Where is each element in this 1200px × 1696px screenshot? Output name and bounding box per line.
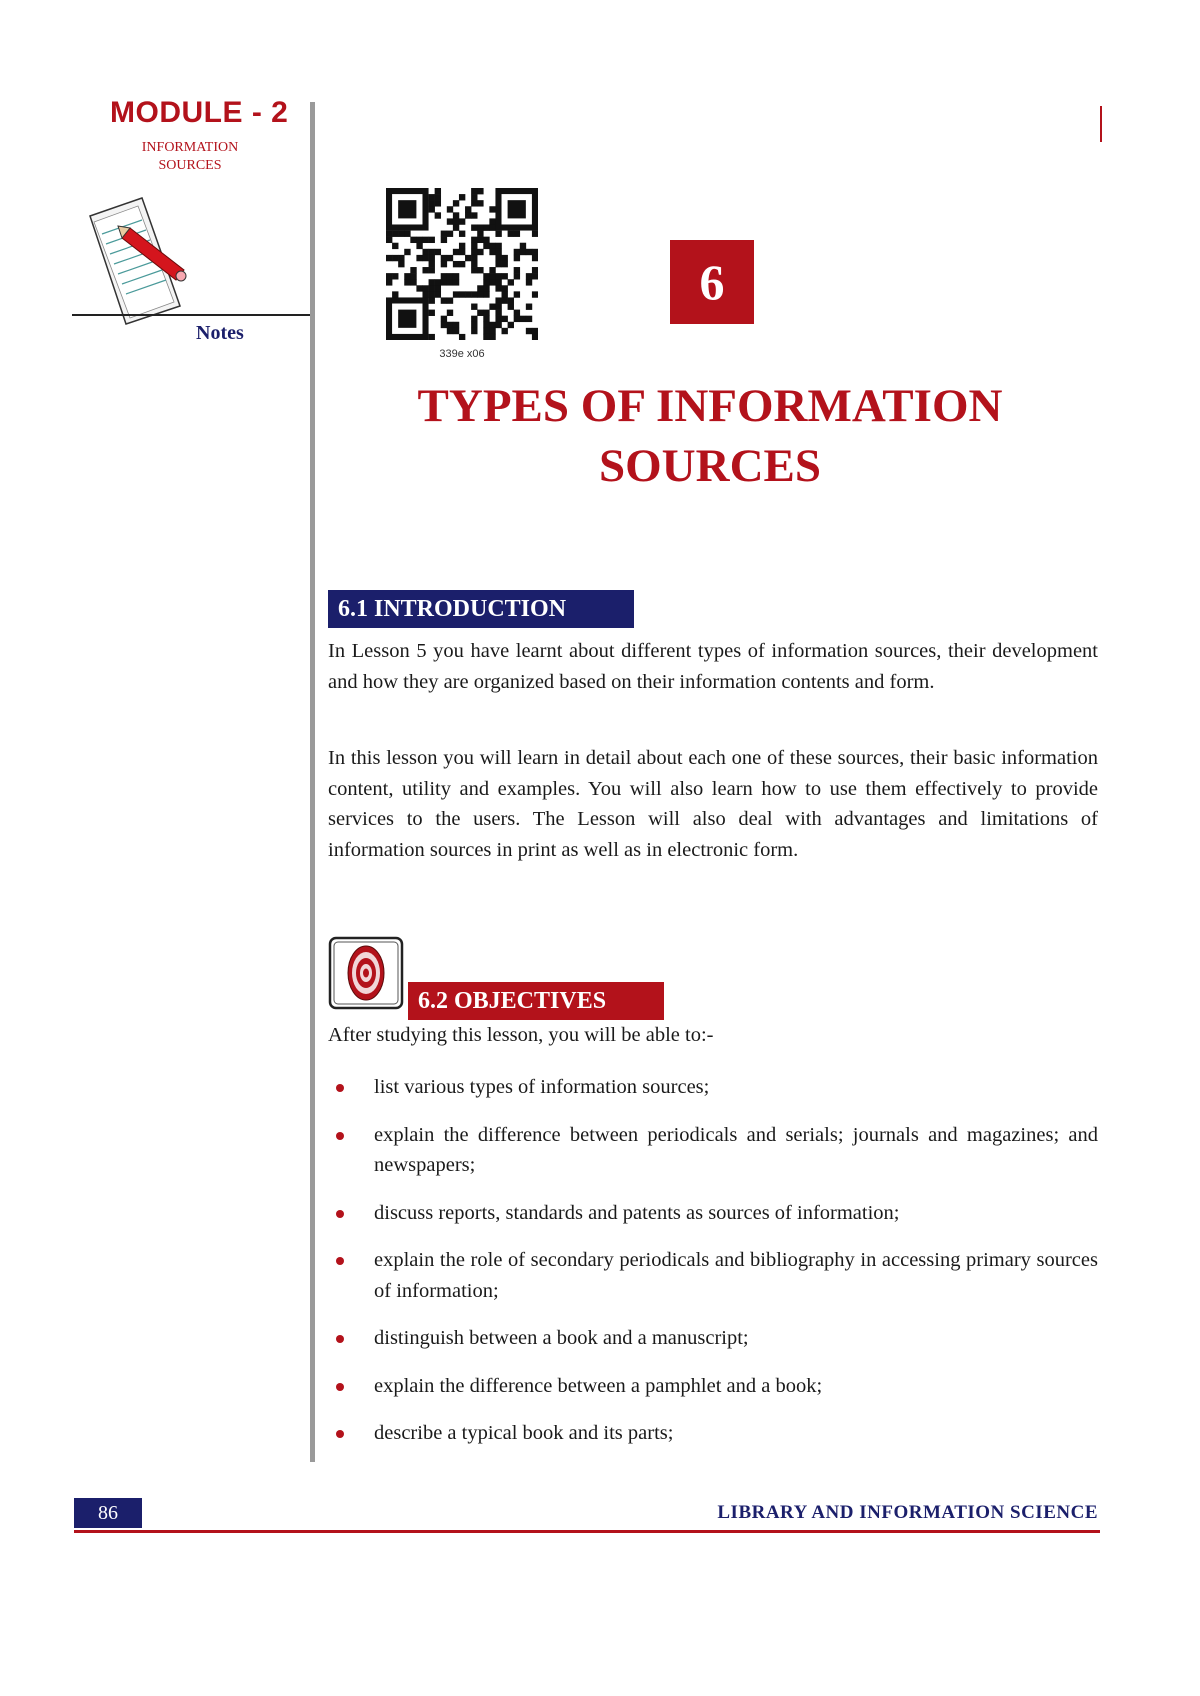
bullet-icon	[336, 1084, 344, 1092]
list-item	[328, 1072, 1098, 1103]
list-item	[328, 1418, 1098, 1449]
margin-divider	[310, 102, 315, 1462]
bullet-icon	[336, 1132, 344, 1140]
list-item	[328, 1245, 1098, 1306]
list-item	[328, 1371, 1098, 1402]
notes-divider	[72, 314, 314, 316]
list-item-text: explain the difference between periodicals and serials; journals and magazines; and newspapers;	[374, 1123, 1098, 1176]
objectives-list	[328, 1072, 1098, 1466]
list-item-text: list various types of information sources;	[374, 1076, 710, 1098]
qr-caption: 339e x06	[439, 348, 485, 360]
bullet-icon	[336, 1210, 344, 1218]
introduction-heading: 6.1 INTRODUCTION	[328, 590, 634, 628]
footer-title: LIBRARY AND INFORMATION SCIENCE	[717, 1502, 1098, 1523]
notes-label: Notes	[196, 322, 244, 344]
list-item-text: explain the difference between a pamphlet and a book;	[374, 1374, 823, 1397]
list-item	[328, 1198, 1098, 1229]
objectives-heading: 6.2 OBJECTIVES	[408, 982, 664, 1020]
chapter-title	[330, 376, 1090, 496]
qr-code-icon	[386, 188, 538, 340]
chapter-number: 6	[670, 240, 754, 324]
module-subtitle-line2: SOURCES	[158, 158, 222, 173]
module-title: MODULE - 2	[110, 96, 289, 129]
bullet-icon	[336, 1257, 344, 1265]
introduction-paragraph-1: In Lesson 5 you have learnt about different types of information sources, their development and how they are organized based on their information contents and form.	[328, 640, 1098, 693]
notes-pencil-icon	[80, 188, 200, 328]
bullet-icon	[336, 1383, 344, 1391]
objectives-lead: After studying this lesson, you will be able to:-	[328, 1024, 714, 1046]
bullet-icon	[336, 1335, 344, 1343]
introduction-paragraph-2: In this lesson you will learn in detail about each one of these sources, their basic information content, utility and examples. You will also learn how to use them effectively to provide services to the users. The Lesson will also deal with advantages and limitations of information sources in print as well as in electronic form.	[328, 747, 1098, 861]
list-item	[328, 1120, 1098, 1181]
chapter-title-line1: TYPES OF INFORMATION	[417, 380, 1003, 432]
module-subtitle-line1: INFORMATION	[141, 140, 239, 155]
bullet-icon	[336, 1430, 344, 1438]
chapter-title-line2: SOURCES	[598, 440, 821, 492]
page-number: 86	[74, 1498, 142, 1528]
list-item-text: discuss reports, standards and patents as sources of information;	[374, 1201, 900, 1224]
list-item	[328, 1323, 1098, 1354]
list-item-text: explain the role of secondary periodicals and bibliography in accessing primary sources of information;	[374, 1249, 1098, 1302]
footer-rule	[74, 1530, 1100, 1533]
list-item-text: describe a typical book and its parts;	[374, 1422, 674, 1444]
list-item-text: distinguish between a book and a manuscript;	[374, 1327, 749, 1349]
corner-mark	[1100, 106, 1102, 142]
target-icon	[328, 936, 406, 1012]
